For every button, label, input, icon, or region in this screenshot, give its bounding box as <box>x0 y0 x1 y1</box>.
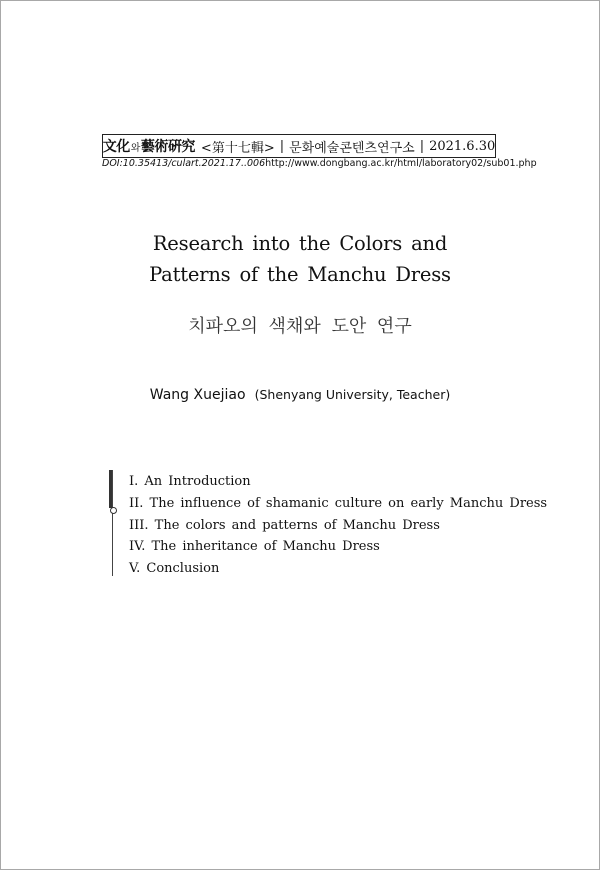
journal-logo-part-2: 藝術硏究 <box>140 139 195 155</box>
author-name: Wang Xuejiao <box>149 387 246 403</box>
journal-url: http://www.dongbang.ac.kr/html/laboratory02/sub01.php <box>265 158 537 169</box>
author-line <box>0 384 600 403</box>
header-separator: | <box>419 138 425 154</box>
journal-header <box>102 134 496 158</box>
title-line-2: Patterns of the Manchu Dress <box>149 263 451 286</box>
author-affiliation: (Shenyang University, Teacher) <box>254 387 451 402</box>
toc-item: III. The colors and patterns of Manchu Dress <box>129 517 440 533</box>
journal-logo <box>103 136 195 156</box>
toc-item: I. An Introduction <box>129 474 251 489</box>
toc-bullet-dot <box>110 507 117 514</box>
journal-logo-part-1: 文化 <box>102 139 130 155</box>
toc-accent-bar <box>109 470 112 508</box>
journal-logo-connector: 와 <box>130 143 140 154</box>
table-of-contents <box>129 471 547 580</box>
korean-title: 치파오의 색채와 도안 연구 <box>188 316 412 337</box>
toc-item: V. Conclusion <box>129 561 220 577</box>
toc-item: IV. The inheritance of Manchu Dress <box>129 539 380 555</box>
doi-text: DOI:10.35413/culart.2021.17..006 <box>102 158 266 169</box>
meta-line <box>102 158 537 169</box>
volume-label: <第十七輯> <box>200 140 275 156</box>
paper-title <box>0 228 600 290</box>
publisher-label: 문화예술콘텐츠연구소 <box>289 140 415 156</box>
header-separator: | <box>279 138 285 154</box>
toc-rule <box>112 470 113 576</box>
publication-date: 2021.6.30 <box>429 138 496 154</box>
title-line-1: Research into the Colors and <box>152 232 448 255</box>
toc-item: II. The influence of shamanic culture on early Manchu Dress <box>129 495 548 511</box>
